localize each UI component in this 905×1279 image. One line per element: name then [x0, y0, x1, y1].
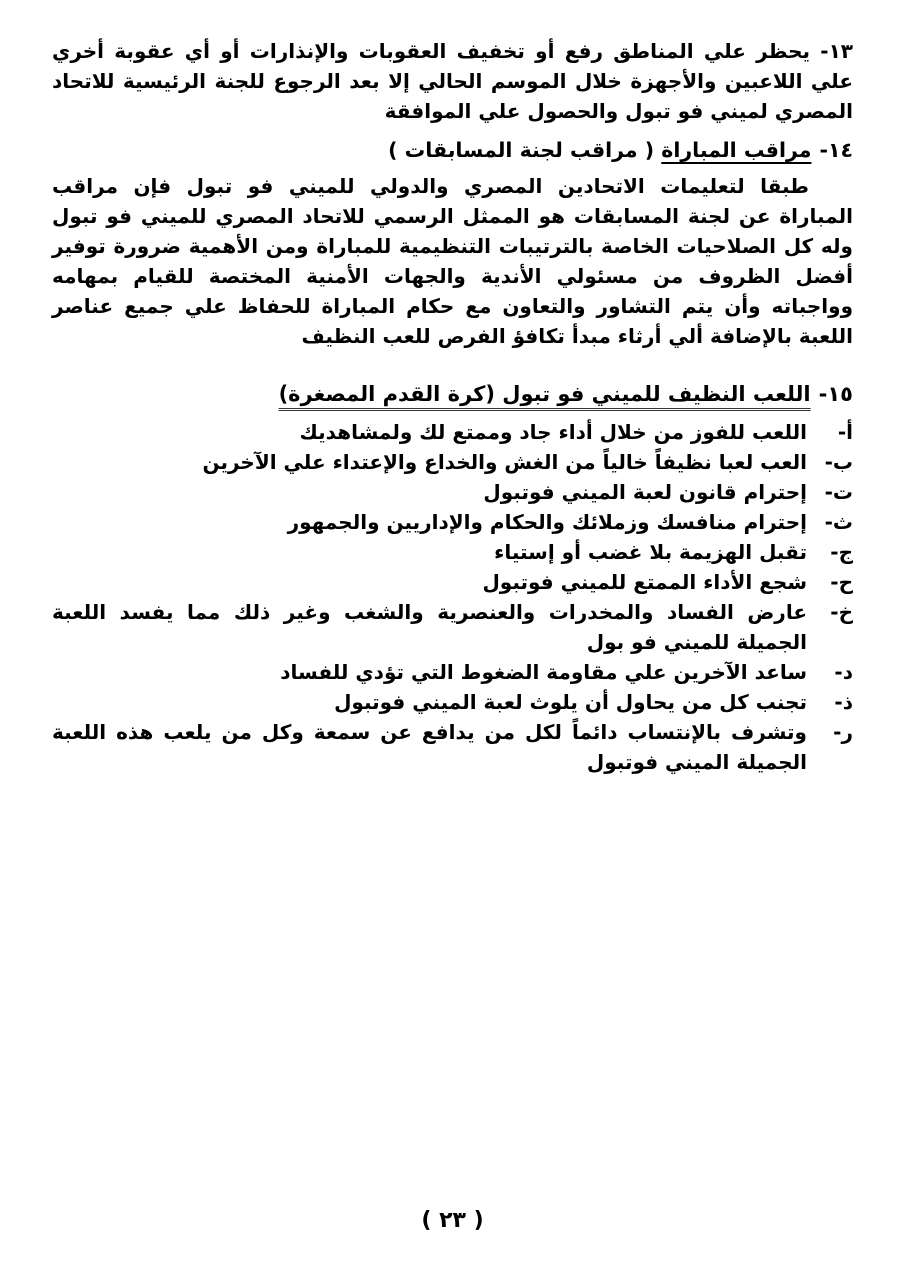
list-item-r — [52, 717, 853, 777]
list-item-text: تقبل الهزيمة بلا غضب أو إستياء — [494, 540, 807, 564]
clause-15-title: اللعب النظيف للميني فو تبول (كرة القدم المصغرة) — [278, 382, 811, 406]
list-item-text: ساعد الآخرين علي مقاومة الضغوط التي تؤدي للفساد — [280, 660, 807, 684]
list-item-marker: ث- — [824, 510, 853, 534]
list-item-marker: ح- — [830, 570, 853, 594]
list-item-marker: ج- — [830, 540, 853, 564]
list-item-marker: أ- — [837, 420, 853, 444]
clause-14-subtitle: ( مراقب لجنة المسابقات ) — [388, 138, 655, 162]
page-number: ( ٢٣ ) — [421, 1208, 484, 1233]
list-item-d — [52, 657, 853, 687]
list-item-text: العب لعبا نظيفاً خالياً من الغش والخداع والإعتداء علي الآخرين — [202, 450, 807, 474]
list-item-text: اللعب للفوز من خلال أداء جاد وممتع لك ولمشاهديك — [299, 420, 807, 444]
clause-14-body: طبقا لتعليمات الاتحادين المصري والدولي للميني فو تبول فإن مراقب المباراة عن لجنة المسابقات هو الممثل الرسمي للاتحاد المصري للميني فو تبول وله كل الصلاحيات الخاصة بالترتيبات التنظيمية للمباراة ومن الأهمية ضرورة توفير أفضل الظروف من مسئولي الأندية والجهات الأمنية المختصة للقيام بمهامه وواجباته وأن يتم التشاور والتعاون مع حكام المباراة للحفاظ علي جميع عناصر اللعبة بالإضافة ألي أرثاء مبدأ تكافؤ الفرص للعب النظيف — [52, 174, 853, 348]
list-item-kh — [52, 597, 853, 657]
list-item-t — [52, 477, 853, 507]
clause-14-number: ١٤- — [819, 138, 853, 162]
list-item-marker: ب- — [824, 450, 853, 474]
list-item-text: إحترام منافسك وزملائك والحكام والإداريين والجمهور — [287, 510, 807, 534]
list-item-text: عارض الفساد والمخدرات والعنصرية والشغب وغير ذلك مما يفسد اللعبة الجميلة للميني فو بول — [52, 600, 807, 654]
list-item-text: شجع الأداء الممتع للميني فوتبول — [482, 570, 807, 594]
list-item-a — [52, 417, 853, 447]
list-item-h — [52, 567, 853, 597]
list-item-text: وتشرف بالإنتساب دائماً لكل من يدافع عن سمعة وكل من يلعب هذه اللعبة الجميلة الميني فوتبول — [52, 720, 807, 774]
clause-13-paragraph: ١٣- يحظر علي المناطق رفع أو تخفيف العقوبات والإنذارات أو أي عقوبة أخري علي اللاعبين والأجهزة خلال الموسم الحالي إلا بعد الرجوع للجنة الرئيسية للاتحاد المصري لميني فو تبول والحصول علي الموافقة — [52, 39, 853, 123]
list-item-marker: خ- — [830, 600, 853, 624]
list-item-marker: د- — [834, 660, 853, 684]
clause-15-heading — [52, 378, 853, 410]
list-item-j — [52, 537, 853, 567]
fair-play-list — [52, 417, 853, 777]
list-item-text: تجنب كل من يحاول أن يلوث لعبة الميني فوتبول — [334, 690, 807, 714]
list-item-marker: ذ- — [834, 690, 853, 714]
list-item-text: إحترام قانون لعبة الميني فوتبول — [483, 480, 807, 504]
clause-14-heading — [52, 135, 853, 165]
list-item-dh — [52, 687, 853, 717]
clause-15-number: ١٥- — [818, 382, 853, 406]
list-item-marker: ت- — [824, 480, 853, 504]
clause-14-title: مراقب المباراة — [661, 138, 812, 162]
list-item-marker: ر- — [833, 720, 853, 744]
list-item-th — [52, 507, 853, 537]
list-item-b — [52, 447, 853, 477]
